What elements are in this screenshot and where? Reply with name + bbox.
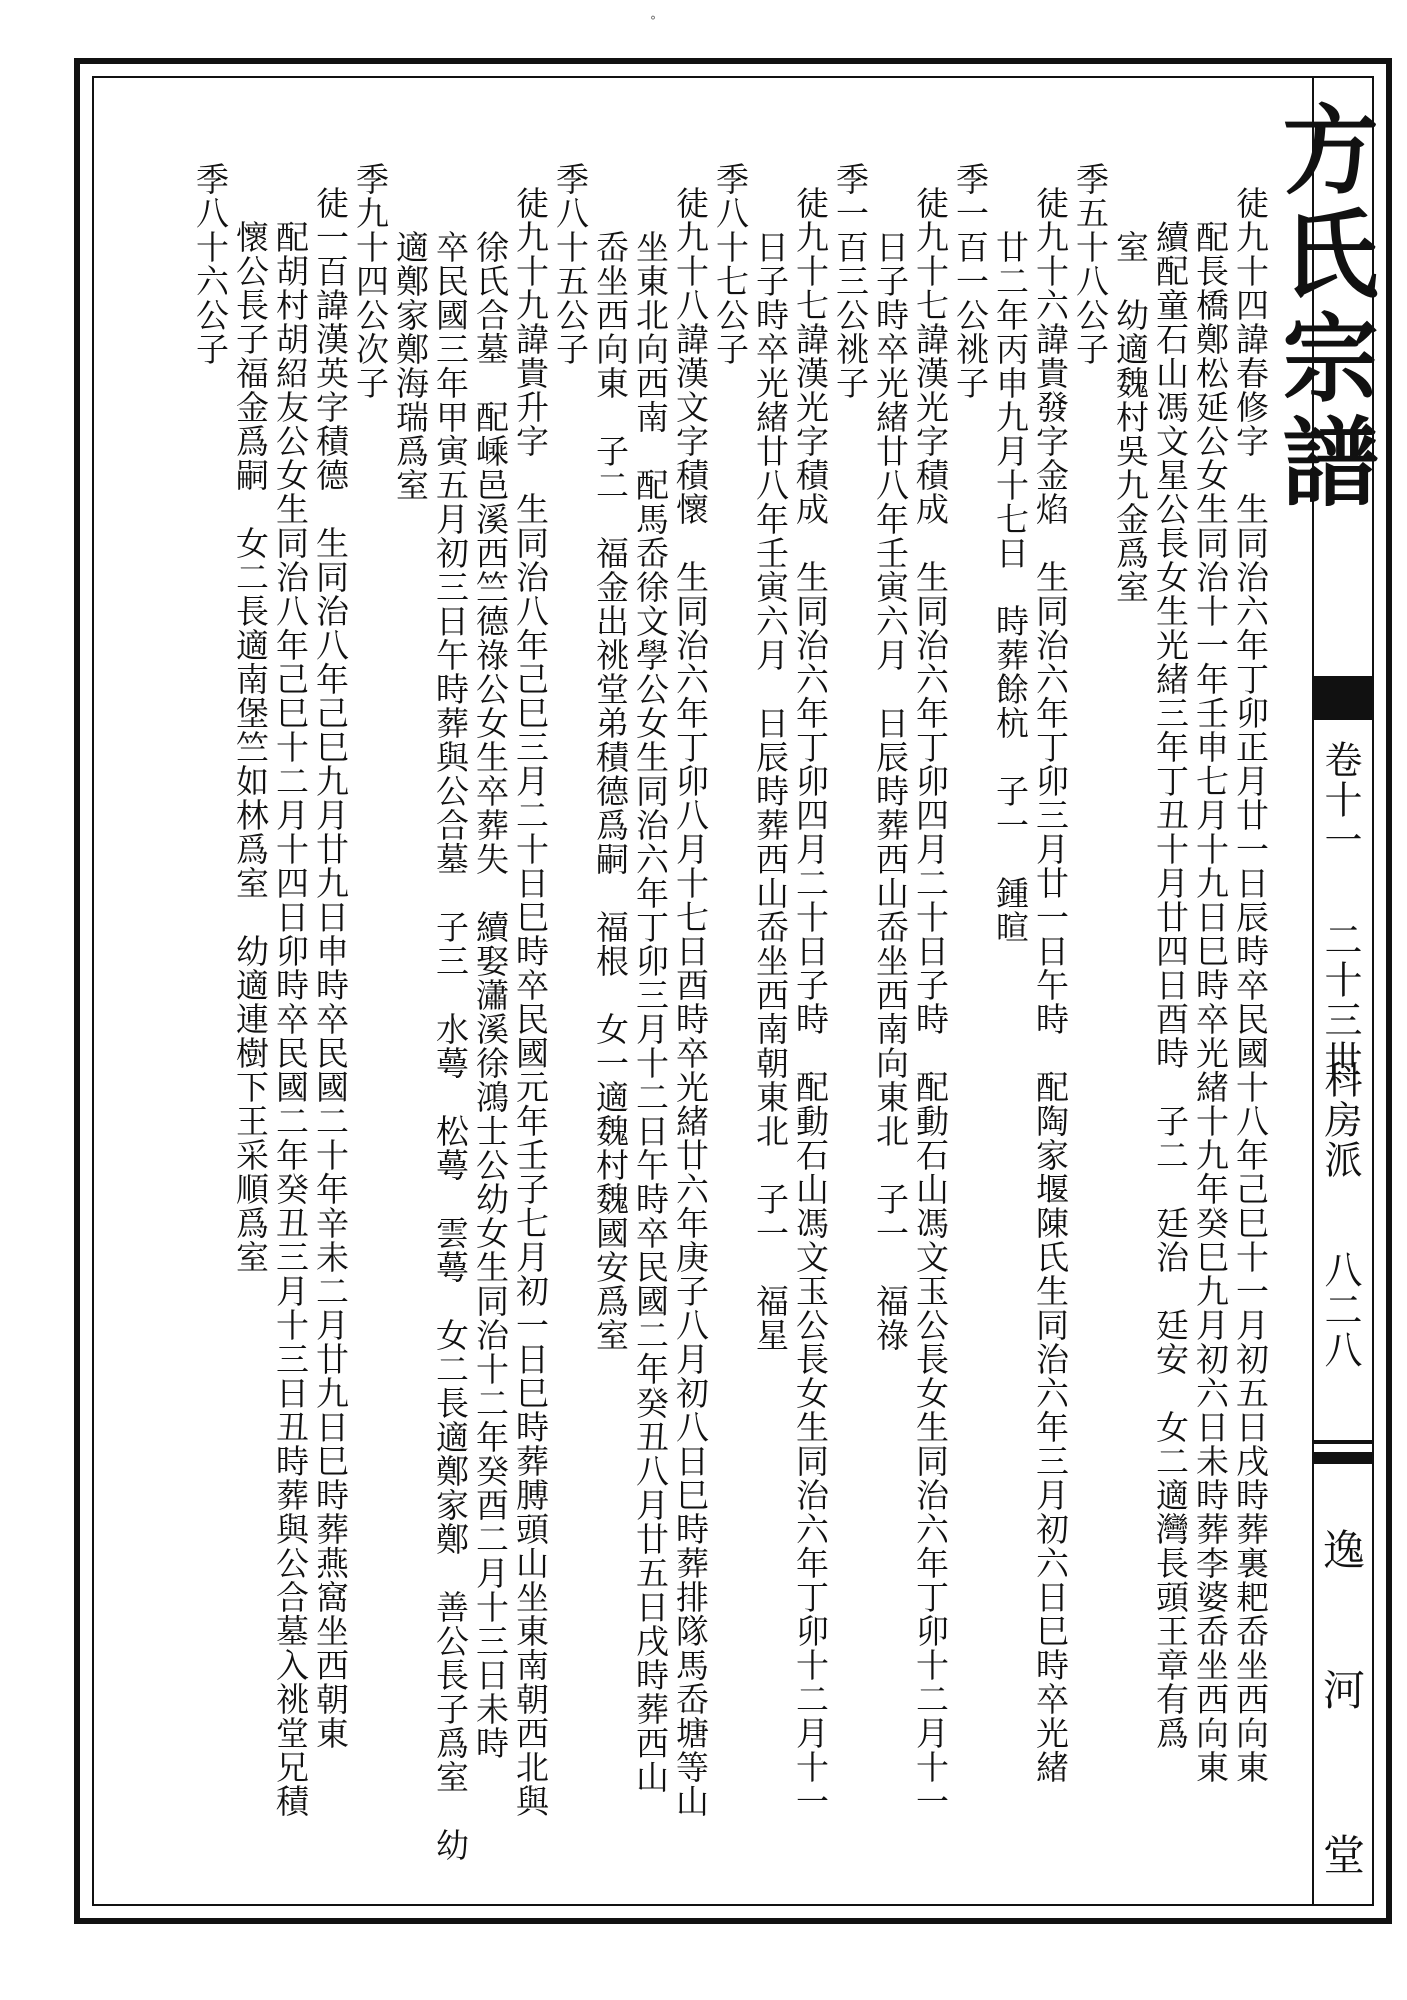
- text-column-24: 徒一百諱漢英字積德 生同治八年己巳九月廿九日申時卒民國二十年辛未二月廿九日巳時葬燕窩坐西朝東: [311, 186, 350, 1750]
- text-column-1: 徒九十四諱春修字 生同治六年丁卯正月廿一日辰時卒民國十八年己巳十一月初五日戌時葬裏耙岙坐西向東: [1231, 186, 1270, 1784]
- hall-name-char-2: 河: [1322, 1666, 1365, 1715]
- text-column-26: 懷公長子福金爲嗣 女二長適南堡竺如林爲室 幼適連樹下王采順爲室: [231, 186, 270, 1274]
- text-column-13: 日子時卒光緒廿八年壬寅六月 日辰時葬西山岙坐西南朝東北 子一 福星: [751, 230, 790, 1352]
- text-column-25: 配胡村胡紹友公女生同治八年己巳十二月十四日卯時卒民國二年癸丑三月十三日丑時葬與公合墓入祧堂兄積: [271, 186, 310, 1818]
- text-column-14: 季八十七公子: [711, 162, 750, 366]
- text-column-11: 季一百三公祧子: [831, 162, 870, 400]
- text-column-17: 岙坐西向東 子二 福金出祧堂弟積德爲嗣 福根 女一適魏村魏國安爲室: [591, 230, 630, 1352]
- text-column-15: 徒九十八諱漢文字積懷 生同治六年丁卯八月十七日酉時卒光緒廿六年庚子八月初八日巳時葬排隊馬岙塘等山: [671, 186, 710, 1818]
- text-column-8: 季一百一公祧子: [951, 162, 990, 400]
- scan-speck: °: [650, 14, 656, 28]
- text-column-7: 廿二年丙申九月十七日 時葬餘杭 子一 鍾暄: [991, 230, 1030, 944]
- text-column-12: 徒九十七諱漢光字積成 生同治六年丁卯四月二十日子時 配動石山馮文玉公長女生同治六年丁卯十二月十一: [791, 186, 830, 1818]
- branch-label: 科房派: [1318, 1060, 1362, 1180]
- text-column-21: 卒民國三年甲寅五月初三日午時葬與公合墓 子三 水蕚 松蕚 雲蕚 女二長適鄭家鄭 善公長子爲室 幼: [431, 230, 470, 1862]
- text-column-23: 季九十四公次子: [351, 162, 390, 400]
- text-column-6: 徒九十六諱貴發字金焰 生同治六年丁卯三月廿一日午時 配陶家堰陳氏生同治六年三月初六日巳時卒光緒: [1031, 186, 1070, 1784]
- text-column-10: 日子時卒光緒廿八年壬寅六月 日辰時葬西山岙坐西南向東北 子一 福祿: [871, 230, 910, 1352]
- spine-bar-thick: [1312, 676, 1374, 720]
- text-column-19: 徒九十九諱貴升字 生同治八年己巳三月二十日巳時卒民國元年壬子七月初一日巳時葬膊頭山坐東南朝西北與: [511, 186, 550, 1818]
- text-column-16: 坐東北向西南 配馬岙徐文學公女生同治六年丁卯三月十二日午時卒民國二年癸丑八月廿五日戌時葬西山: [631, 230, 670, 1794]
- text-column-27: 季八十六公子: [191, 162, 230, 366]
- text-column-4: 室 幼適魏村吳九金爲室: [1111, 230, 1150, 604]
- text-column-22: 適鄭家鄭海瑞爲室: [391, 230, 430, 502]
- spine-rule-thin: [1312, 1440, 1374, 1444]
- text-column-5: 季五十八公子: [1071, 162, 1110, 366]
- volume-label: 卷十一: [1318, 740, 1362, 860]
- text-column-18: 季八十五公子: [551, 162, 590, 366]
- text-column-20: 徐氏合墓 配嵊邑溪西竺德祿公女生卒葬失 續娶瀟溪徐鴻士公幼女生同治十二年癸酉二月十三日未時: [471, 230, 510, 1760]
- text-column-2: 配長橋鄭松延公女生同治十一年壬申七月十九日巳時卒光緒十九年癸巳九月初六日未時葬李婆岙坐西向東: [1191, 186, 1230, 1784]
- page-number: 八二八: [1318, 1250, 1362, 1370]
- hall-name-char-3: 堂: [1322, 1831, 1365, 1880]
- hall-name-char-1: 逸: [1322, 1526, 1365, 1575]
- book-title: 方氏宗譜: [1267, 100, 1380, 516]
- text-column-9: 徒九十七諱漢光字積成 生同治六年丁卯四月二十日子時 配動石山馮文玉公長女生同治六年丁卯十二月十一: [911, 186, 950, 1818]
- spine-rule-thick: [1312, 1452, 1374, 1464]
- text-column-3: 續配童石山馮文星公長女生光緒三年丁丑十月廿四日酉時 子二 廷治 廷安 女二適灣長頭王章有爲: [1151, 186, 1190, 1750]
- generation-label: 二十三世: [1318, 920, 1362, 1080]
